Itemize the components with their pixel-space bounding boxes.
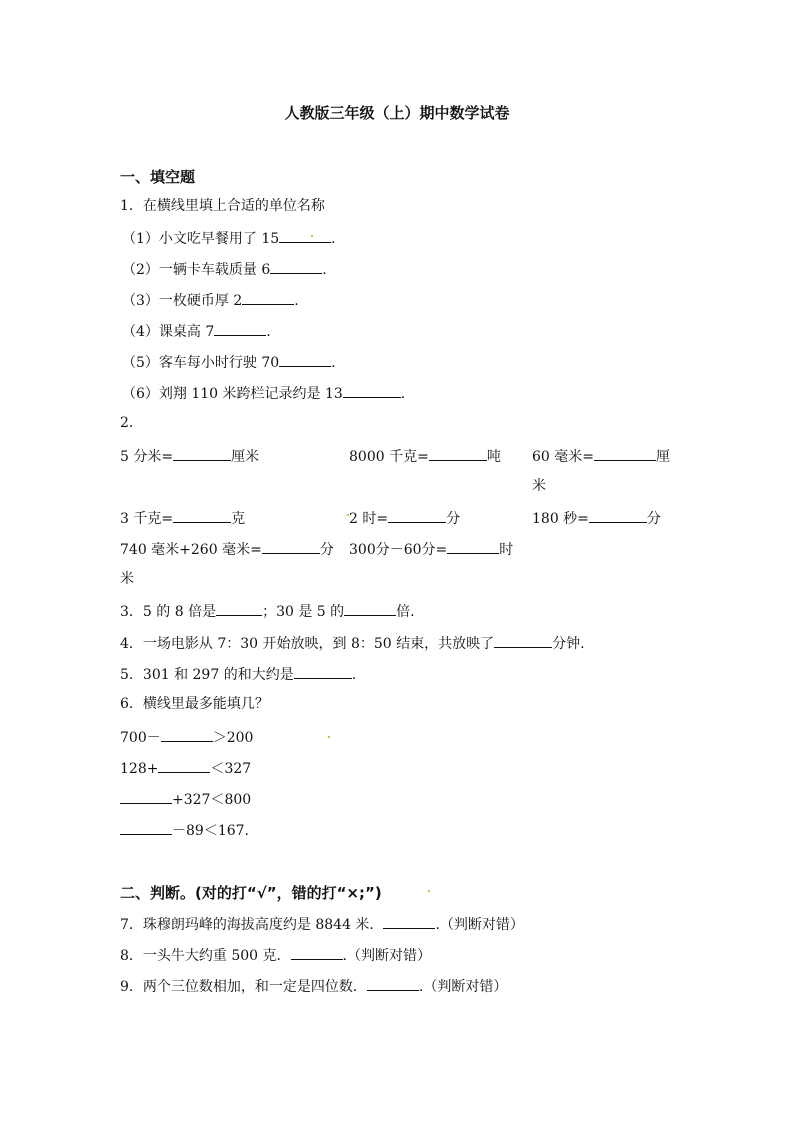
conversion-item xyxy=(120,446,259,466)
item-suffix: ＞200 xyxy=(212,730,254,746)
question-7 xyxy=(120,914,524,934)
conversion-item xyxy=(349,446,501,466)
conversion-item xyxy=(532,508,661,528)
item-text: 2 时= xyxy=(349,511,389,527)
conversion-item xyxy=(349,508,460,528)
question-1-stem: 1．在横线里填上合适的单位名称 xyxy=(120,198,325,214)
answer-blank[interactable] xyxy=(429,446,487,461)
item-suffix: . xyxy=(351,667,357,683)
item-unit: 分 xyxy=(446,511,461,527)
item-text: 128+ xyxy=(120,761,159,777)
item-suffix: . xyxy=(266,324,271,340)
item-text: （6）刘翔 110 米跨栏记录约是 13 xyxy=(122,386,343,402)
conversion-item xyxy=(349,539,513,559)
item-text: 740 毫米+260 毫米= xyxy=(120,542,262,558)
scan-speck xyxy=(328,736,330,738)
item-unit: 分 xyxy=(319,542,334,558)
item-text: 9．两个三位数相加，和一定是四位数． xyxy=(120,979,367,995)
item-text: （3）一枚硬币厚 2 xyxy=(122,293,243,309)
item-unit: 分 xyxy=(646,511,661,527)
answer-blank[interactable] xyxy=(270,259,322,274)
question-8 xyxy=(120,945,431,965)
question-1-item xyxy=(122,352,336,372)
item-text: 180 秒= xyxy=(532,511,589,527)
scan-speck xyxy=(347,514,349,516)
question-9 xyxy=(120,976,507,996)
item-unit: 时 xyxy=(499,542,514,558)
item-suffix: . xyxy=(322,262,327,278)
item-unit: 吨 xyxy=(486,449,501,465)
item-unit: 厘 xyxy=(656,449,670,465)
conversion-unit-wrap: 米 xyxy=(120,571,134,587)
page-title: 人教版三年级（上）期中数学试卷 xyxy=(284,104,510,122)
question-6-item xyxy=(120,727,253,747)
item-text: 8．一头牛大约重 500 克． xyxy=(120,948,291,964)
answer-blank[interactable] xyxy=(294,664,352,679)
question-1-item xyxy=(122,321,271,341)
item-suffix: . xyxy=(400,386,406,402)
question-6-stem: 6．横线里最多能填几？ xyxy=(120,696,269,712)
conversion-item xyxy=(120,508,245,528)
question-5 xyxy=(120,664,356,684)
question-2-number: 2． xyxy=(120,415,143,431)
answer-blank[interactable] xyxy=(120,820,172,835)
item-text: 3．5 的 8 倍是 xyxy=(120,604,217,620)
answer-blank[interactable] xyxy=(589,508,647,523)
question-1-item xyxy=(122,259,327,279)
item-text: （1）小文吃早餐用了 15 xyxy=(122,231,280,247)
item-suffix: －89＜167. xyxy=(172,823,249,839)
answer-blank[interactable] xyxy=(173,508,231,523)
conversion-unit-wrap: 米 xyxy=(532,478,546,494)
conversion-item xyxy=(120,539,334,559)
item-suffix: . xyxy=(331,355,336,371)
answer-blank[interactable] xyxy=(343,383,401,398)
item-suffix: . xyxy=(331,231,336,247)
conversion-item xyxy=(532,446,670,466)
item-text: 700－ xyxy=(120,730,161,746)
item-unit: 克 xyxy=(231,511,246,527)
question-1-item xyxy=(122,228,336,248)
item-text: 300分－60分= xyxy=(349,542,448,558)
question-6-item xyxy=(120,789,251,809)
item-suffix: ＜327 xyxy=(210,761,252,777)
question-4 xyxy=(120,633,585,653)
answer-blank[interactable] xyxy=(173,446,231,461)
question-1-item xyxy=(122,290,299,310)
item-suffix: 分钟. xyxy=(552,636,585,652)
answer-blank[interactable] xyxy=(367,976,419,991)
answer-blank[interactable] xyxy=(158,758,210,773)
section-judgment-heading: 二、判断。(对的打“√”，错的打“×;”) xyxy=(120,884,382,902)
item-text: 5．301 和 297 的和大约是 xyxy=(120,667,294,683)
item-suffix: . xyxy=(294,293,299,309)
answer-blank[interactable] xyxy=(447,539,499,554)
answer-blank[interactable] xyxy=(120,789,172,804)
scan-speck xyxy=(428,890,430,892)
answer-blank[interactable] xyxy=(242,290,294,305)
answer-blank[interactable] xyxy=(383,914,435,929)
item-suffix: .（判断对错） xyxy=(418,979,508,995)
item-text: 5 分米= xyxy=(120,449,174,465)
item-text: 8000 千克= xyxy=(349,449,429,465)
item-text: 3 千克= xyxy=(120,511,174,527)
scan-speck xyxy=(311,235,313,237)
item-suffix: 倍. xyxy=(396,604,415,620)
answer-blank[interactable] xyxy=(291,945,343,960)
answer-blank[interactable] xyxy=(216,601,262,616)
item-suffix: .（判断对错） xyxy=(342,948,431,964)
question-3 xyxy=(120,601,415,621)
item-text: 4．一场电影从 7：30 开始放映，到 8：50 结束，共放映了 xyxy=(120,636,495,652)
answer-blank[interactable] xyxy=(214,321,266,336)
question-6-item xyxy=(120,820,249,840)
question-1-item xyxy=(122,383,405,403)
answer-blank[interactable] xyxy=(262,539,320,554)
answer-blank[interactable] xyxy=(388,508,446,523)
item-text: （2）一辆卡车载质量 6 xyxy=(122,262,271,278)
item-text: （5）客车每小时行驶 70 xyxy=(122,355,280,371)
item-unit: 厘米 xyxy=(231,449,260,465)
item-suffix: +327＜800 xyxy=(172,792,252,808)
answer-blank[interactable] xyxy=(279,228,331,243)
item-text: ；30 是 5 的 xyxy=(262,604,345,620)
item-text: （4）课桌高 7 xyxy=(122,324,215,340)
answer-blank[interactable] xyxy=(344,601,396,616)
item-text: 7．珠穆朗玛峰的海拔高度约是 8844 米． xyxy=(120,917,384,933)
question-6-item xyxy=(120,758,251,778)
answer-blank[interactable] xyxy=(594,446,656,461)
answer-blank[interactable] xyxy=(161,727,213,742)
answer-blank[interactable] xyxy=(494,633,552,648)
item-suffix: .（判断对错） xyxy=(435,917,524,933)
item-text: 60 毫米= xyxy=(532,449,594,465)
section-fill-in-heading: 一、填空题 xyxy=(120,168,196,186)
answer-blank[interactable] xyxy=(279,352,331,367)
